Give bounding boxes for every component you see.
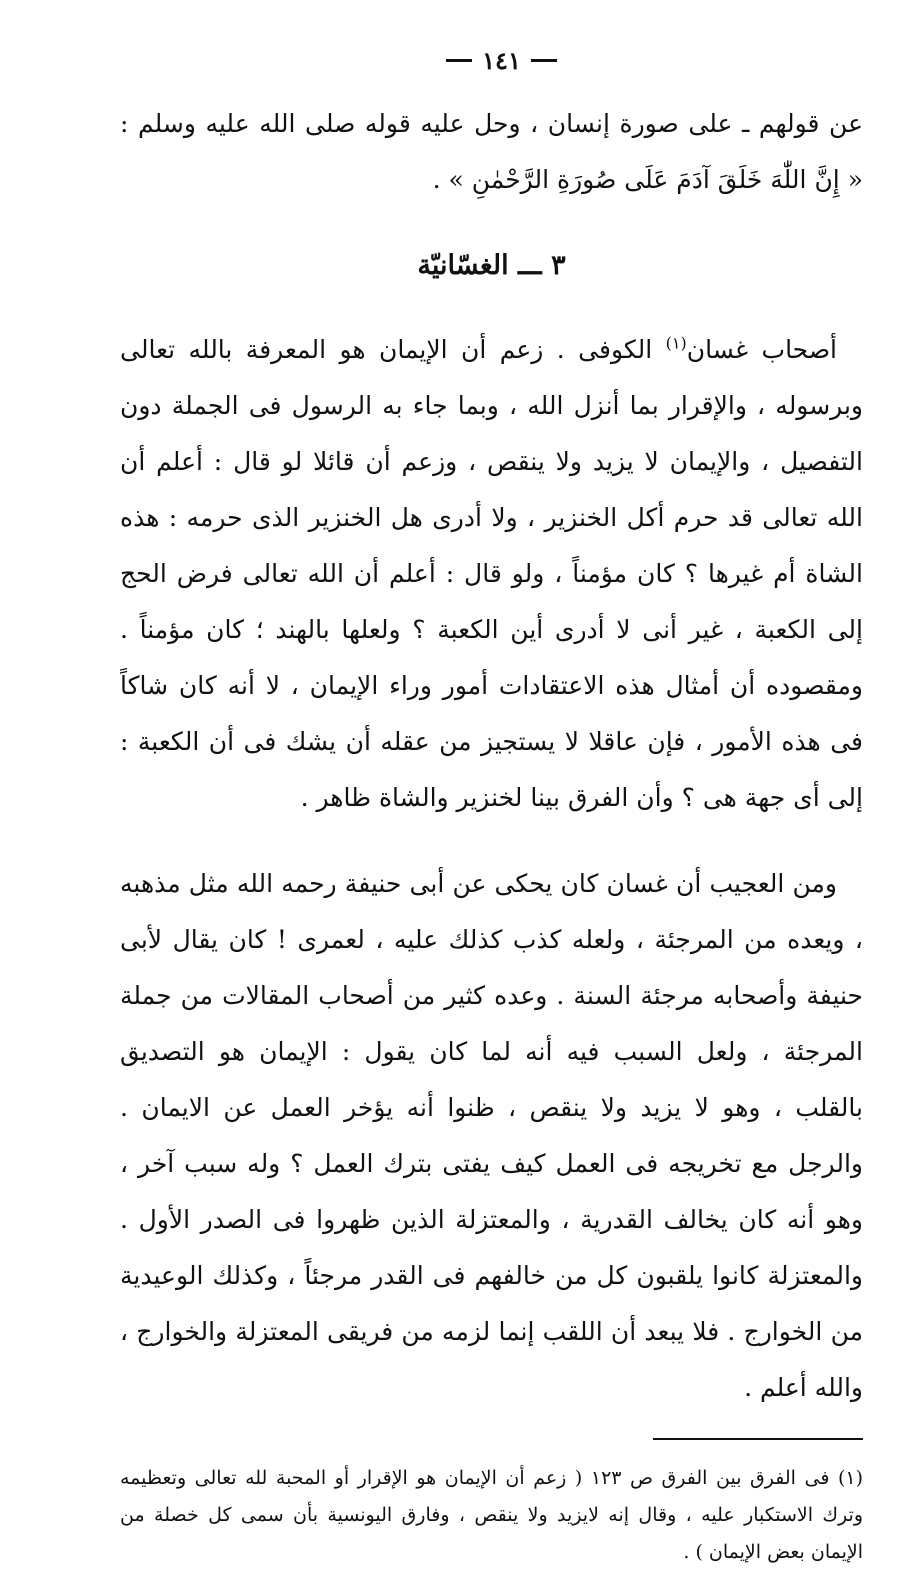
left-dash <box>446 59 472 62</box>
footnote: (١) فى الفرق بين الفرق ص ١٢٣ ( زعم أن الإيمان هو الإقرار أو المحبة لله تعالى وتعظيمه وترك الاستكبار عليه ، وقال إنه لايزيد ولا ينقص ، وفارق اليونسية بأن سمى كل خصلة من الإيمان بعض الإيمان ) . <box>120 1467 863 1563</box>
intro-paragraph: عن قولهم ـ على صورة إنسان ، وحل عليه قوله صلى الله عليه وسلم : « إِنَّ اللّٰهَ خَلَقَ آدَمَ عَلَى صُورَةِ الرَّحْمٰنِ » . <box>120 109 863 194</box>
page-number: ١٤١ <box>482 45 521 75</box>
paragraph-body: الكوفى . زعم أن الإيمان هو المعرفة بالله تعالى وبرسوله ، والإقرار بما أنزل الله ، وبما جاء به الرسول فى الجملة دون التفصيل ، والإيمان لا يزيد ولا ينقص ، وزعم أن قائلا لو قال : أعلم أن الله تعالى قد حرم أكل الخنزير ، ولا أدرى هل الخنزير الذى حرمه : هذه الشاة أم غيرها ؟ كان مؤمناً ، ولو قال : أعلم أن الله تعالى فرض الحج إلى الكعبة ، غير أنى لا أدرى أين الكعبة ؟ ولعلها بالهند ؛ كان مؤمناً . ومقصوده أن أمثال هذه الاعتقادات أمور وراء الإيمان ، لا أنه كان شاكاً فى هذه الأمور ، فإن عاقلا لا يستجيز من عقله أن يشك فى أن الكعبة : إلى أى جهة هى ؟ وأن الفرق بينا لخنزير والشاة ظاهر . <box>120 335 863 812</box>
section-heading: ٣ ـــ الغسّانيّة <box>417 250 566 281</box>
right-dash <box>531 59 557 62</box>
page-header <box>140 40 863 80</box>
paragraph-ghassaniyya <box>120 322 863 826</box>
footnote-divider <box>653 1438 863 1440</box>
paragraph-abu-hanifa: ومن العجيب أن غسان كان يحكى عن أبى حنيفة رحمه الله مثل مذهبه ، ويعده من المرجئة ، ولعله كذب كذلك عليه ، لعمرى ! كان يقال لأبى حنيفة وأصحابه مرجئة السنة . وعده كثير من أصحاب المقالات من جملة المرجئة ، ولعل السبب فيه أنه لما كان يقول : الإيمان هو التصديق بالقلب ، وهو لا يزيد ولا ينقص ، ظنوا أنه يؤخر العمل عن الايمان . والرجل مع تخريجه فى العمل كيف يفتى بترك العمل ؟ وله سبب آخر ، وهو أنه كان يخالف القدرية ، والمعتزلة الذين ظهروا فى الصدر الأول . والمعتزلة كانوا يلقبون كل من خالفهم فى القدر مرجئاً ، وكذلك الوعيدية من الخوارج . فلا يبعد أن اللقب إنما لزمه من فريقى المعتزلة والخوارج ، والله أعلم . <box>120 869 863 1402</box>
paragraph-opening: أصحاب غسان <box>686 335 837 364</box>
footnote-marker: (١) <box>665 333 687 353</box>
